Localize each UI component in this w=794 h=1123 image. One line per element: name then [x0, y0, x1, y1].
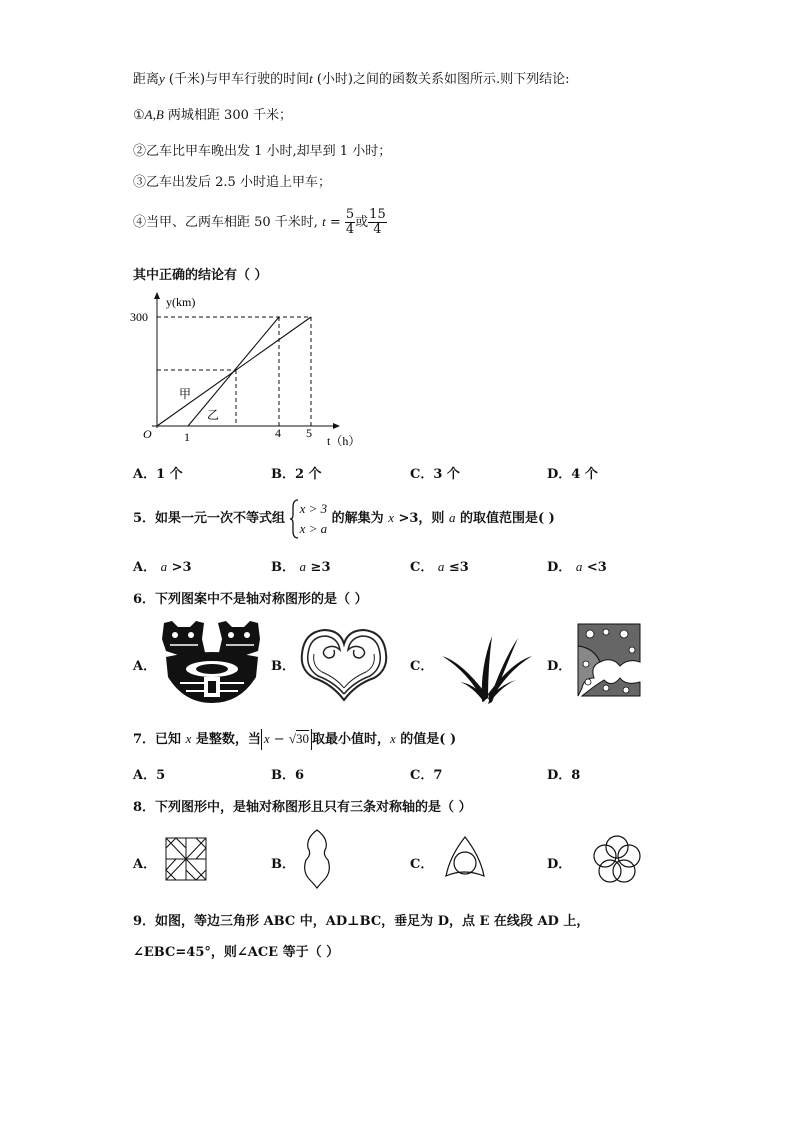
x-axis-label: t（h）	[327, 434, 361, 448]
q4-conclusion-1	[133, 104, 292, 123]
q6-corner-pattern-figure	[576, 622, 642, 698]
origin-label: O	[143, 427, 152, 441]
q4-var-t: t	[309, 71, 313, 86]
q7-sqrt: √30	[288, 731, 309, 746]
q9-line-1: 9．如图，等边三角形 ABC 中，AD⊥BC，垂足为 D，点 E 在线段 AD 上，	[133, 914, 590, 929]
q7-abs-expression	[261, 729, 312, 750]
y-axis-arrow	[154, 292, 160, 299]
q4-conclusion-4	[133, 208, 387, 237]
q4-fraction-1	[345, 208, 355, 237]
q4-option-b[interactable]: B．2 个	[271, 467, 322, 482]
q5-inequality-1: x > 3	[299, 500, 328, 516]
q7-lead: 7．已知	[133, 732, 186, 747]
q4-fraction-2	[368, 208, 387, 237]
q5-inequality-2: x > a	[299, 520, 328, 536]
q4-option-c[interactable]: C．3 个	[410, 467, 460, 482]
q8-option-d[interactable]: D．	[547, 857, 572, 872]
q7-question	[133, 728, 456, 751]
q5-option-a[interactable]: A． a >3	[133, 559, 192, 575]
q7-option-d[interactable]: D．8	[547, 768, 581, 783]
q4-c4-var: t	[322, 214, 326, 229]
q5-brace-icon	[290, 499, 299, 539]
q7-option-c[interactable]: C．7	[410, 768, 443, 783]
q7-tail: 的值是( )	[395, 732, 457, 747]
q4-c1-var: A,B	[144, 107, 164, 122]
q8-option-b[interactable]: B．	[271, 857, 295, 872]
x-tick-5: 5	[306, 426, 312, 440]
line-yi-label: 乙	[207, 408, 220, 422]
line-yi	[188, 317, 279, 426]
q4-conclusion-3: ③乙车出发后 2.5 小时追上甲车；	[133, 175, 331, 190]
q8-question: 8．下列图形中，是轴对称图形且只有三条对称轴的是（ ）	[133, 800, 472, 815]
q7-mid-b: 取最小值时，	[311, 732, 390, 747]
q6-swallow-figure	[432, 622, 542, 708]
q4-c4-or: 或	[355, 215, 369, 230]
q5-option-d[interactable]: D． a <3	[547, 559, 607, 575]
q4-intro-text-c: (小时)之间的函数关系如图所示.则下列结论:	[312, 72, 570, 87]
line-jia-label: 甲	[179, 387, 192, 401]
q4-question: 其中正确的结论有（ ）	[133, 268, 268, 283]
q7-sqrt-arg: 30	[295, 731, 309, 746]
q4-intro	[133, 68, 570, 87]
q7-abs-minus: −	[269, 732, 289, 747]
q4-intro-text-b: (千米)与甲车行驶的时间	[164, 72, 310, 87]
q4-f2-den: 4	[373, 222, 382, 237]
q6-question: 6．下列图案中不是轴对称图形的是（ ）	[133, 592, 368, 607]
q8-option-a[interactable]: A．	[133, 857, 157, 872]
q4-c4-text: ④当甲、乙两车相距 50 千米时,	[133, 215, 323, 230]
q7-var-x2: x	[390, 731, 396, 746]
q8-option-c[interactable]: C．	[410, 857, 434, 872]
q4-option-d[interactable]: D．4 个	[547, 467, 598, 482]
x-tick-4: 4	[275, 426, 281, 440]
y-axis-label: y(km)	[166, 295, 196, 309]
q4-f1-den: 4	[345, 222, 355, 237]
q6-papercut-figure	[160, 617, 264, 705]
q7-mid-a: 是整数，当	[191, 732, 261, 747]
q5-option-b[interactable]: B． a ≥3	[271, 559, 331, 575]
y-tick-300: 300	[130, 310, 148, 324]
q4-option-a[interactable]: A．1 个	[133, 467, 183, 482]
q4-intro-text-a: 距离	[133, 72, 160, 87]
q5-mid-b: >3，则	[393, 511, 449, 526]
q4-c1-text: 两城相距 300 千米；	[163, 108, 293, 123]
q6-option-c[interactable]: C．	[410, 659, 434, 674]
x-tick-1: 1	[184, 430, 190, 444]
q4-conclusion-2: ②乙车比甲车晚出发 1 小时,却早到 1 小时；	[133, 144, 392, 159]
q5-question	[133, 496, 555, 541]
q5-system	[290, 499, 328, 539]
q6-cloud-figure	[298, 620, 390, 704]
q7-abs-x: x	[263, 731, 270, 746]
q6-option-b[interactable]: B．	[271, 659, 295, 674]
q9-line-2: ∠EBC=45°，则∠ACE 等于（ ）	[133, 945, 340, 960]
q4-f1-num: 5	[345, 207, 355, 222]
q5-mid-a: 的解集为	[331, 511, 389, 526]
q5-var-a: a	[448, 510, 456, 525]
q4-f2-num: 15	[369, 207, 386, 222]
q6-option-a[interactable]: A．	[133, 659, 157, 674]
q5-var-x: x	[388, 510, 394, 525]
q7-var-x: x	[185, 731, 192, 746]
q4-c1-num: ①	[133, 108, 145, 123]
q7-option-a[interactable]: A．5	[133, 768, 166, 783]
q5-option-c[interactable]: C． a ≤3	[410, 559, 469, 575]
q6-option-d[interactable]: D．	[547, 659, 572, 674]
q8-flower-figure	[592, 834, 642, 884]
x-axis-arrow	[333, 423, 340, 429]
q7-option-b[interactable]: B．6	[271, 768, 305, 783]
q8-vase-figure	[300, 828, 334, 890]
q5-mid-c: 的取值范围是( )	[455, 511, 555, 526]
q5-lead: 5．如果一元一次不等式组	[133, 511, 286, 526]
q4-var-y: y	[159, 71, 165, 86]
q8-triquetra-figure	[440, 834, 490, 882]
q4-graph	[130, 290, 370, 450]
q8-pinwheel-figure	[162, 834, 210, 884]
q4-c4-eq: =	[325, 215, 345, 230]
